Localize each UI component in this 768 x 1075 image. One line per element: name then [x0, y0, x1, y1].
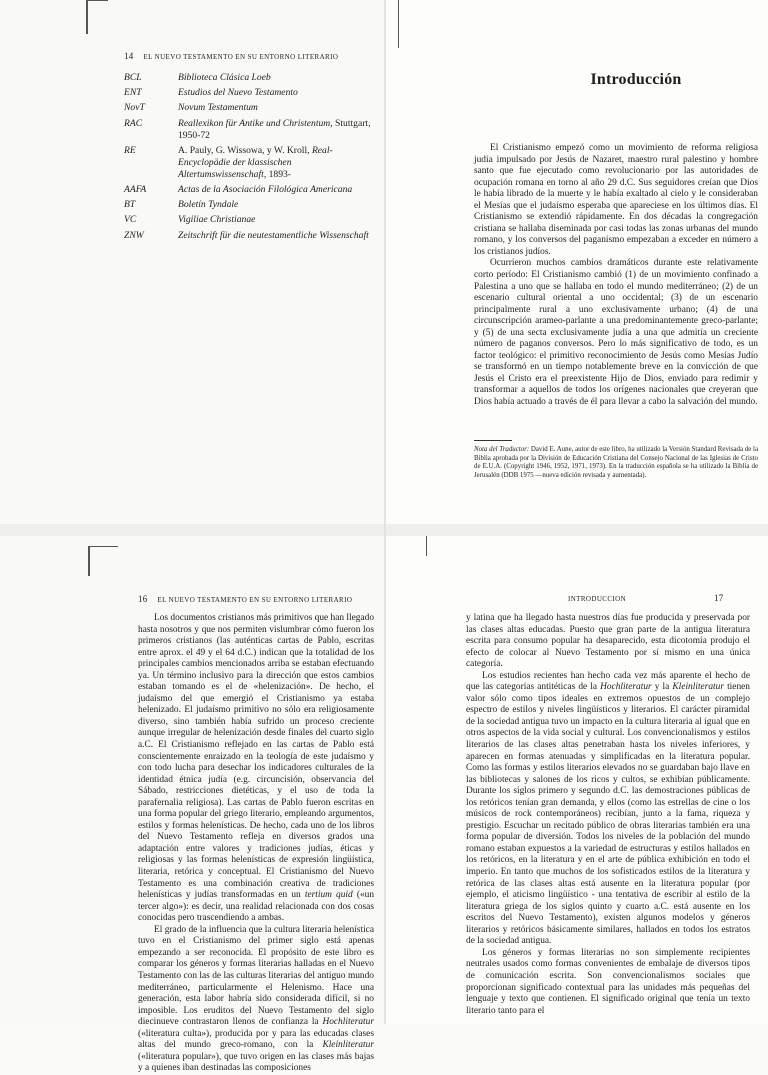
page-14: [0, 0, 384, 524]
italic-text: Actas de la Asociación Filológica Americana: [178, 183, 353, 195]
abbreviation-key: BT: [124, 199, 136, 211]
binding-edge: [86, 0, 88, 34]
page-number: 14: [124, 51, 134, 61]
page-body: [466, 613, 750, 1017]
italic-text: tertium quid: [304, 890, 353, 901]
abbreviation-expansion: [178, 230, 376, 242]
abbreviation-entry: [124, 230, 376, 242]
paragraph: [466, 613, 750, 671]
abbreviation-entry: [124, 102, 376, 114]
abbreviation-key: BCL: [124, 72, 142, 83]
italic-text: Nota del Traductor:: [474, 446, 530, 453]
italic-text: Estudios del Nuevo Testamento: [178, 87, 298, 99]
abbreviation-entry: [124, 145, 376, 181]
italic-text: Novum Testamentum: [178, 102, 258, 114]
abbreviation-key: ZNW: [124, 229, 144, 241]
italic-text: Boletín Tyndale: [178, 199, 239, 211]
italic-text: Real-Encyclopädie der klassischen Altertumswissenschaft: [178, 144, 333, 180]
binding-edge: [86, 0, 108, 1]
abbreviation-entry: [124, 214, 376, 226]
text-run: («un tercer algo»): es decir, una realidad relacionada con dos cosas conocidas pero trascendiendo a ambas.: [138, 890, 375, 924]
italic-text: Biblioteca Clásica Loeb: [178, 72, 271, 83]
abbreviation-entry: [124, 184, 376, 196]
running-title: EL NUEVO TESTAMENTO EN SU ENTORNO LITERARIO: [157, 596, 353, 604]
abbreviation-key: AAFA: [124, 183, 147, 195]
page-16: [0, 536, 384, 1074]
footnote-rule: [474, 440, 512, 441]
text-run: Ocurrieron muchos cambios dramáticos durante este relativamente corto período: El Cristianismo cambió (1) de un movimiento confinado a Palestina a uno que se hallaba en todo el mundo mediterráneo; (2) de un escenario cultural oriental a uno occidental; (3) de un escenario principalmente rural a uno exclusivamente urbano; (4) de una circunscripción arameo-parlante a una predominantemente greco-parlante; y (5) de una secta exclusivamente judía a una que admitía un creciente número de paganos conversos. Pero lo más significativo de todo, es un factor teológico: el primitivo reconocimiento de Jesús como Mesías Judío se transformó en un tiempo notablemente breve en la convicción de que Jesús el Cristo era el preexistente Hijo de Dios, enviado para redimir y transformar a aquellos de todos los orígenes nacionales que creyeran que Dios había actuado a través de él para llevar a cabo la salvación del mundo.: [474, 258, 758, 408]
abbreviation-key: VC: [124, 214, 137, 226]
abbreviation-expansion: [178, 199, 376, 211]
abbreviation-entry: [124, 87, 376, 99]
page-number: 17: [714, 593, 724, 603]
binding-edge: [88, 546, 90, 576]
italic-text: Reallexikon für Antike und Christentum: [178, 117, 331, 129]
paragraph: [466, 948, 750, 1017]
page-number: 16: [138, 594, 148, 604]
abbreviation-expansion: [178, 118, 376, 142]
text-run: David E. Aune, autor de este libro, ha utilizado la Versión Standard Revisada de la Biblia aprobada por la División de Educación Cristiana del Consejo Nacional de las Iglesias de Cristo de E.U.A. (Copyright 1946, 1952, 1971, 1973). En la traducción española se ha utilizado la Biblia de Jerusalén (DDB 1975 —nueva edición revisada y aumentada).: [474, 446, 758, 479]
paragraph: [138, 613, 374, 925]
page-17: [386, 536, 768, 1024]
running-header: [138, 594, 352, 604]
text-run: Los documentos cristianos más primitivos que han llegado hasta nosotros y que nos permiten vislumbrar cómo fueron los primeros cristianos (las auténticas cartas de Pablo, escritas entre aprox. el 49 y el 64 d.C.) indican que la totalidad de los principales cambios mencionados arriba se estaban efectuando ya. Un término inclusivo para la dirección que estos cambios estaban tomando es el de «helenización». De hecho, el judaísmo del que emergió el Cristianismo ya estaba helenizado. El judaísmo primitivo no sólo era religiosamente diverso, sino también había sufrido un proceso creciente aunque irregular de helenización desde finales del cuarto siglo a.C. El Cristianismo reflejado en las cartas de Pablo está conscientemente enraizado en la teología de este judaísmo y con todo lucha para desechar los indicadores culturales de la identidad étnica judía (e.g. circuncisión, observancia del Sábado, restricciones dietéticas, y el uso de toda la parafernalia religiosa). Las cartas de Pablo fueron escritas en una forma popular del griego literario, empleando argumentos, estilos y formas helenísticas. De hecho, cada uno de los libros del Nuevo Testamento refleja en diversos grados una adaptación entre valores y tradiciones judías, éticas y religiosas y las formas helenísticas de expresión lingüística, literaria, retórica y conceptual. El Cristianismo del Nuevo Testamento es una combinación creativa de tradiciones helenísticas y judías transformadas en un: [138, 613, 375, 901]
abbreviation-entry: [124, 199, 376, 211]
text-run: El Cristianismo empezó como un movimiento de reforma religiosa judía impulsado por Jesús de Nazaret, maestro rural palestino y hombre santo que fue ejecutado como revolucionario por las autoridades de ocupación romana en torno al año 29 d.C. Sus seguidores creían que Dios le había librado de la muerte y le había exaltado al cielo y le consideraban el Mesías que el judaísmo esperaba que apareciese en los últimos días. El Cristianismo se extendió rápidamente. En dos décadas la congregación cristiana se hallaba diseminada por casi todas las zonas urbanas del mundo romano, y los conversos del paganismo empezaban a exceder en número a los cristianos judíos.: [474, 143, 758, 257]
italic-text: Hochliteratur: [600, 682, 652, 693]
abbreviation-entry: [124, 72, 376, 84]
running-title: INTRODUCCION: [568, 595, 627, 603]
text-run: El grado de la influencia que la cultura literaria helenística tuvo en el Cristianismo del primer siglo está apenas empezando a ser reconocida. El propósito de este libro es comparar los géneros y formas literarias halladas en el Nuevo Testamento con las de las culturas literarias del antiguo mundo mediterráneo, particularmente el Helenismo. Hace una generación, esta labor habría sido considerada difícil, si no imposible. Los eruditos del Nuevo Testamento del siglo diecinueve contrastaron llenos de confianza la: [138, 924, 374, 1028]
italic-text: Vigiliae Christianae: [178, 214, 256, 226]
running-header-number: [714, 593, 723, 603]
page-body: [138, 613, 374, 1075]
text-run: («literatura popular»), que tuvo origen en las clases más bajas y a quienes iban destinadas las composiciones: [138, 1051, 374, 1074]
paragraph: [466, 671, 750, 948]
binding-edge: [398, 0, 399, 48]
text-run: , Stuttgart, 1950-72: [178, 117, 371, 141]
text-run: tienen valor sólo como tipos ideales en extremos opuestos de un complejo espectro de estilos y niveles lingüísticos y literarios. El carácter piramidal de la sociedad antigua tuvo un impacto en la cultura literaria al igual que en otros aspectos de la vida social y cultural. Los convencionalismos y estilos literarios de las clases altas penetraban hasta los niveles inferiores, y aparecen en formas atenuadas y simplificadas en la literatura popular. Como las formas y estilos literarios elevados no se guardaban bajo llave en las bibliotecas y salones de los ricos y cultos, se exhibían públicamente. Durante los siglos primero y segundo d.C. las demostraciones públicas de los retóricos tenían gran demanda, y ellos (como las estrellas de cine o los músicos de rock contemporáneos) recibían, junto a la fama, riqueza y prestigio. Escuchar un recitado público de obras literarias también era una forma popular de diversión. Todos los niveles de la población del mundo romano estaban expuestos a la variedad de estructuras y estilos hallados en los retóricos, en la literatura y en el arte de pública exhibición en todo el imperio. En tanto que muchos de los sofisticados estilos de la literatura y retórica de las clases altas está ausente en la literatura popular (por ejemplo, el aticismo lingüístico - una tentativa de escribir al estilo de la literatura griega de los siglos quinto y cuarto a.C. está ausente en los escritos del Nuevo Testamento), existen algunos modelos y géneros literarios y retóricos básicamente similares, hallados en todos los estratos de la sociedad antigua.: [466, 682, 750, 947]
abbreviation-expansion: [178, 72, 376, 84]
abbreviation-expansion: [178, 145, 376, 181]
italic-text: Zeitschrift für die neutestamentliche Wissenschaft: [178, 229, 369, 241]
text-run: y latina que ha llegado hasta nuestros días fue producida y preservada por las clases altas educadas. Puesto que gran parte de la antigua literatura escrita para consumo popular ha desaparecido, esta dicotomía produjo el efecto de colocar al Nuevo Testamento por sí mismo en una única categoría.: [466, 613, 750, 670]
text-run: Los estudios recientes han hecho cada vez más aparente el hecho de que las categorías antitéticas de la: [466, 670, 750, 693]
text-run: Los géneros y formas literarias no son simplemente recipientes neutrales usados como formas convenientes de embalaje de diversos tipos de comunicación escrita. Son convencionalismos sociales que proporcionan significado contextual para las unidades más pequeñas del lenguaje y texto que contienen. El significado original que tenía un texto literario tanto para el: [466, 947, 750, 1016]
text-run: («literatura culta»), producida por y para las educadas clases altas del mundo greco-romano, con la: [138, 1028, 374, 1051]
text-run: y la: [651, 682, 673, 693]
italic-text: Kleinliteratur: [672, 682, 724, 693]
abbreviation-key: NovT: [124, 102, 145, 114]
abbreviation-expansion: [178, 214, 376, 226]
abbreviation-entry: [124, 118, 376, 142]
paragraph: [474, 143, 758, 258]
text-run: A. Pauly, G. Wissowa, y W. Kroll,: [178, 144, 312, 156]
italic-text: Hochliteratur: [322, 1017, 374, 1028]
chapter-body: [474, 143, 758, 409]
italic-text: Kleinliteratur: [322, 1040, 374, 1051]
abbreviation-list: [124, 72, 376, 245]
abbreviation-expansion: [178, 102, 376, 114]
abbreviation-key: RAC: [124, 117, 143, 129]
running-header: [568, 594, 626, 603]
text-run: , 1893-: [263, 168, 291, 180]
chapter-title: Introducción: [590, 71, 682, 88]
footnote: [474, 446, 758, 480]
abbreviation-key: RE: [124, 144, 136, 156]
running-title: EL NUEVO TESTAMENTO EN SU ENTORNO LITERARIO: [143, 53, 339, 61]
paragraph: [138, 925, 374, 1075]
binding-edge: [88, 546, 118, 547]
abbreviation-key: ENT: [124, 87, 142, 99]
binding-edge: [426, 536, 427, 556]
abbreviation-expansion: [178, 184, 376, 196]
paragraph: [474, 258, 758, 408]
abbreviation-expansion: [178, 87, 376, 99]
running-header: [124, 51, 338, 61]
